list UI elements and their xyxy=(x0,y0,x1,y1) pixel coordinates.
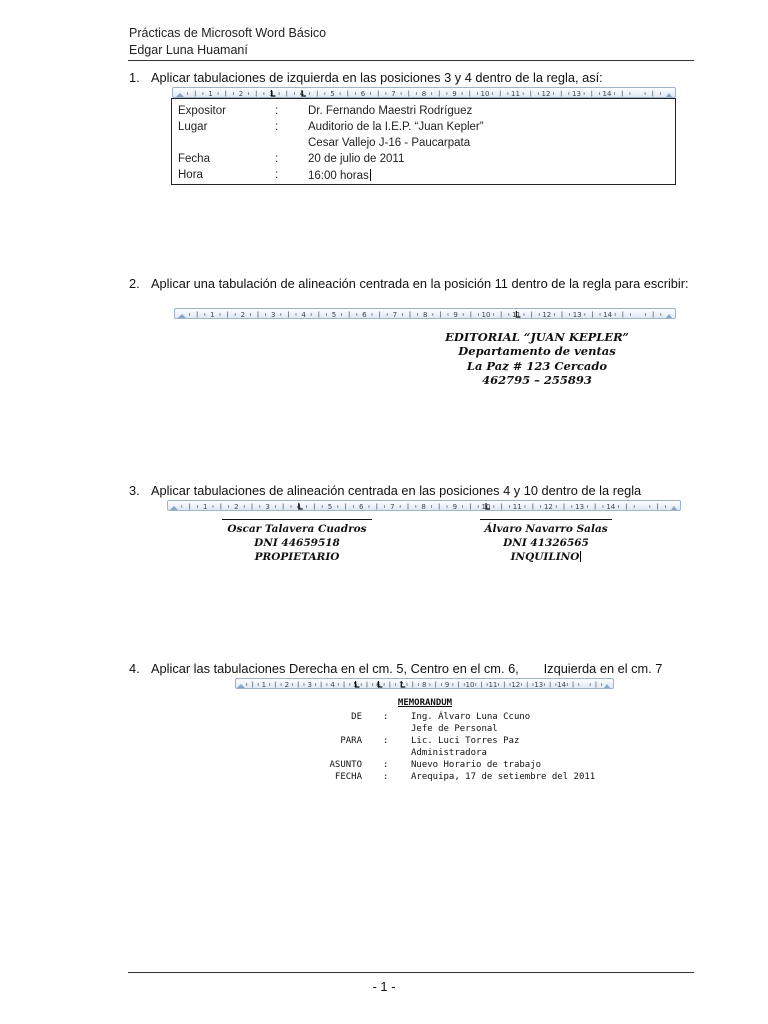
signer-left-role: PROPIETARIO xyxy=(254,551,340,563)
ruler-number: 8 xyxy=(421,90,427,97)
ruler-number: 6 xyxy=(362,311,367,318)
ruler-number: 6 xyxy=(358,503,364,510)
memo-separator: : xyxy=(383,712,389,722)
ruler-number: 10 xyxy=(481,311,491,318)
ruler-number: 14 xyxy=(557,681,567,688)
row-label: Fecha xyxy=(178,153,210,165)
ruler-number: 7 xyxy=(392,311,398,318)
ruler-number: 13 xyxy=(572,311,582,318)
ruler-number: 12 xyxy=(542,311,552,318)
ruler-number: 10 xyxy=(465,681,475,688)
row-value xyxy=(308,169,371,182)
ruler[interactable] xyxy=(172,87,676,98)
ruler-number: 5 xyxy=(327,503,333,510)
row-value: Dr. Fernando Maestri Rodríguez xyxy=(308,105,473,117)
ruler-ticks xyxy=(175,309,675,318)
ruler-right-indent-marker xyxy=(604,684,610,688)
memo-value: Administradora xyxy=(411,748,487,758)
exercise-instruction: Aplicar las tabulaciones Derecha en el cm. 5, Centro en el cm. 6, Izquierda en el cm. 7 xyxy=(151,661,663,676)
editorial-phones: 462795 – 255893 xyxy=(482,373,592,387)
ruler-number: 4 xyxy=(301,311,306,318)
ruler-number: 13 xyxy=(575,503,585,510)
row-value: Cesar Vallejo J-16 - Paucarpata xyxy=(308,137,471,149)
ruler[interactable] xyxy=(235,678,614,689)
ruler-number: 11 xyxy=(512,503,522,510)
ruler-number: 9 xyxy=(452,90,457,97)
ruler-number: 1 xyxy=(210,311,215,318)
ruler-number: 6 xyxy=(376,681,381,688)
ruler[interactable] xyxy=(174,308,676,319)
header-title: Prácticas de Microsoft Word Básico xyxy=(129,26,327,40)
ruler-right-indent-marker xyxy=(671,506,677,510)
ruler-number: 13 xyxy=(534,681,544,688)
ruler-number: 9 xyxy=(444,681,450,688)
memo-label: DE xyxy=(351,712,362,722)
row-value: Auditorio de la I.E.P. “Juan Kepler” xyxy=(308,121,484,133)
text-cursor xyxy=(370,169,371,181)
ruler-number: 10 xyxy=(481,503,491,510)
ruler-number: 2 xyxy=(238,90,244,97)
ruler-number: 7 xyxy=(391,90,396,97)
ruler-number: 3 xyxy=(307,681,312,688)
exercise-instruction: Aplicar tabulaciones de alineación centrada en las posiciones 4 y 10 dentro de la regla xyxy=(151,483,642,498)
ruler-right-indent-marker xyxy=(666,93,672,97)
ruler-number: 3 xyxy=(269,90,274,97)
ruler-ticks xyxy=(236,679,613,688)
editorial-name: EDITORIAL “JUAN KEPLER” xyxy=(445,330,629,344)
ruler-number: 10 xyxy=(480,90,490,97)
ruler-number: 7 xyxy=(399,681,404,688)
ruler-number: 11 xyxy=(488,681,498,688)
tab-example-box xyxy=(171,98,676,185)
ruler-number: 5 xyxy=(331,311,337,318)
ruler-number: 9 xyxy=(452,503,458,510)
memo-value: Jefe de Personal xyxy=(411,724,498,734)
ruler-number: 3 xyxy=(265,503,270,510)
exercise-number: 1. xyxy=(129,70,140,85)
row-label: Lugar xyxy=(178,121,208,133)
signer-right-role-text: INQUILINO xyxy=(510,551,580,563)
memo-separator: : xyxy=(383,772,389,782)
signature-line-right xyxy=(480,519,612,520)
ruler-number: 3 xyxy=(270,311,276,318)
signer-left-name: Oscar Talavera Cuadros xyxy=(227,523,367,535)
editorial-department: Departamento de ventas xyxy=(458,344,616,358)
ruler-number: 12 xyxy=(511,681,521,688)
row-separator: : xyxy=(275,153,279,165)
exercise-number: 2. xyxy=(129,276,140,291)
signer-right-role xyxy=(446,551,646,563)
exercise-number: 4. xyxy=(129,661,140,676)
exercise-instruction: Aplicar una tabulación de alineación centrada en la posición 11 dentro de la regla para escribir: xyxy=(151,276,689,291)
ruler-number: 8 xyxy=(421,503,426,510)
header-author: Edgar Luna Huamaní xyxy=(129,43,248,57)
exercise-number: 3. xyxy=(129,483,140,498)
ruler-right-indent-marker xyxy=(666,314,672,318)
ruler-number: 5 xyxy=(330,90,335,97)
memo-label: FECHA xyxy=(334,772,362,782)
page-number: - 1 - xyxy=(372,979,396,994)
ruler-number: 11 xyxy=(511,311,521,318)
ruler-number: 1 xyxy=(202,503,208,510)
ruler-number: 8 xyxy=(421,681,427,688)
ruler-number: 14 xyxy=(602,90,612,97)
ruler[interactable] xyxy=(167,500,681,511)
ruler-indent-marker xyxy=(176,93,184,97)
ruler-ticks xyxy=(173,88,675,97)
ruler-number: 13 xyxy=(572,90,581,97)
ruler-number: 5 xyxy=(353,681,358,688)
ruler-number: 4 xyxy=(299,90,305,97)
ruler-number: 14 xyxy=(606,503,616,510)
memo-label: PARA xyxy=(340,736,362,746)
ruler-ticks xyxy=(168,501,680,510)
memo-value: Arequipa, 17 de setiembre del 2011 xyxy=(411,772,596,782)
row-label: Expositor xyxy=(178,105,226,117)
ruler-indent-marker xyxy=(170,506,178,510)
ruler-number: 1 xyxy=(261,681,267,688)
ruler-number: 9 xyxy=(453,311,458,318)
text-cursor xyxy=(580,551,581,562)
ruler-number: 4 xyxy=(330,681,335,688)
memo-value: Ing. Álvaro Luna Ccuno xyxy=(411,712,531,722)
ruler-number: 14 xyxy=(603,311,613,318)
memo-title: MEMORANDUM xyxy=(397,698,453,708)
ruler-number: 2 xyxy=(240,311,246,318)
row-separator: : xyxy=(275,169,279,181)
row-separator: : xyxy=(275,105,279,117)
row-value: 20 de julio de 2011 xyxy=(308,153,405,165)
signer-right-dni: DNI 41326565 xyxy=(503,537,589,549)
ruler-indent-marker xyxy=(237,684,245,688)
row-value-text: 16:00 horas xyxy=(308,170,369,182)
ruler-number: 1 xyxy=(208,90,213,97)
ruler-number: 12 xyxy=(543,503,553,510)
ruler-number: 6 xyxy=(360,90,366,97)
memo-label: ASUNTO xyxy=(329,760,362,770)
row-label: Hora xyxy=(178,169,203,181)
exercise-instruction: Aplicar tabulaciones de izquierda en las posiciones 3 y 4 dentro de la regla, así: xyxy=(151,70,603,85)
memo-value: Nuevo Horario de trabajo xyxy=(411,760,542,770)
header-divider xyxy=(128,60,694,61)
memo-separator: : xyxy=(383,760,389,770)
signer-left-dni: DNI 44659518 xyxy=(254,537,340,549)
ruler-indent-marker xyxy=(178,314,186,318)
ruler-number: 4 xyxy=(296,503,302,510)
row-separator: : xyxy=(275,121,279,133)
ruler-number: 12 xyxy=(541,90,551,97)
ruler-number: 7 xyxy=(390,503,395,510)
ruler-number: 2 xyxy=(234,503,239,510)
memo-value: Lic. Luci Torres Paz xyxy=(411,736,520,746)
memo-separator: : xyxy=(383,736,389,746)
signature-line-left xyxy=(222,519,372,520)
ruler-number: 11 xyxy=(511,90,520,97)
ruler-number: 8 xyxy=(422,311,428,318)
ruler-number: 2 xyxy=(284,681,290,688)
footer-divider xyxy=(128,972,694,973)
signer-right-name: Álvaro Navarro Salas xyxy=(484,523,608,535)
editorial-address: La Paz # 123 Cercado xyxy=(466,359,608,373)
